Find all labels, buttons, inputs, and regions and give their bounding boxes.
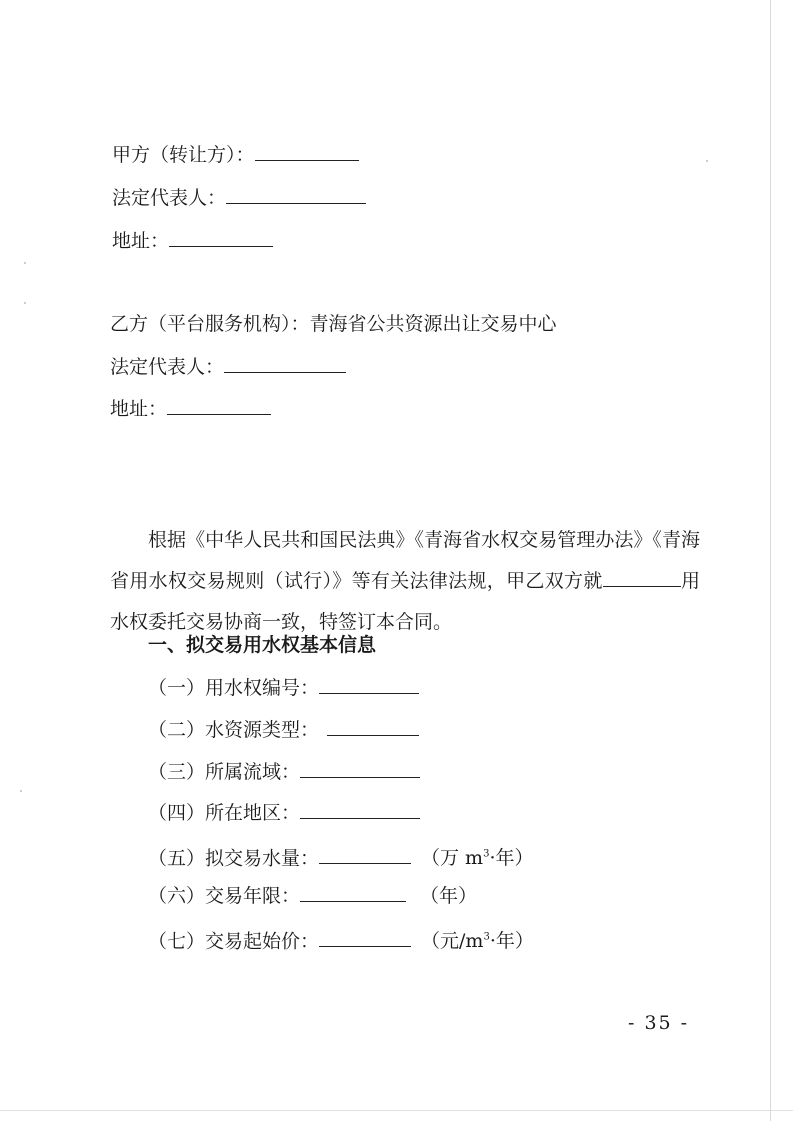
region-blank[interactable] (300, 802, 420, 819)
party-b-rep-line (110, 355, 346, 379)
intro-subject-blank[interactable] (603, 570, 681, 587)
party-b-rep-blank[interactable] (224, 356, 346, 373)
trade-volume-blank[interactable] (319, 847, 411, 864)
party-a-addr-line (112, 229, 273, 253)
item-starting-price (148, 926, 534, 953)
party-a-rep-line (112, 186, 366, 210)
item-label: （一）用水权编号： (148, 677, 320, 699)
starting-price-unit: （元$/m^3\cdot$年） (421, 930, 534, 953)
item-river-basin (148, 760, 420, 784)
party-b-addr-label: 地址： (110, 398, 168, 420)
water-source-type-blank[interactable] (327, 719, 419, 736)
scan-speck (24, 262, 26, 264)
item-water-right-id (148, 676, 419, 700)
trade-term-blank[interactable] (300, 885, 406, 902)
starting-price-blank[interactable] (319, 930, 411, 947)
page-number: - 35 - (628, 1012, 690, 1034)
intro-paragraph (110, 520, 700, 643)
item-water-source-type (148, 718, 419, 742)
item-label: （二）水资源类型： (148, 719, 320, 741)
party-a-addr-blank[interactable] (169, 230, 273, 247)
scan-edge-bottom (0, 1110, 793, 1111)
scan-speck (24, 302, 26, 304)
scan-speck (20, 790, 22, 792)
item-region (148, 801, 420, 825)
intro-text-before: 根据《中华人民共和国民法典》《青海省水权交易管理办法》《青海省用水权交易规则（试行）》等有关法律法规，甲乙双方就 (110, 529, 700, 592)
item-label: （六）交易年限： (148, 885, 301, 907)
section-heading: 一、拟交易用水权基本信息 (148, 634, 377, 656)
item-label: （三）所属流域： (148, 761, 301, 783)
river-basin-blank[interactable] (300, 761, 420, 778)
scan-edge-right (770, 0, 771, 1121)
party-a-name-blank[interactable] (255, 144, 359, 161)
party-b-name: 青海省公共资源出让交易中心 (309, 313, 557, 335)
party-b-line (110, 312, 557, 336)
item-label: （五）拟交易水量： (148, 847, 320, 870)
party-b-rep-label: 法定代表人： (110, 356, 225, 378)
item-label: （七）交易起始价： (148, 930, 320, 953)
party-a-label: 甲方（转让方）： (112, 144, 255, 166)
item-trade-volume (148, 843, 534, 870)
party-b-label: 乙方（平台服务机构）： (110, 313, 310, 335)
party-a-rep-blank[interactable] (226, 187, 366, 204)
intro-text-after: 用水权委托交易协商一致，特签订本合同。 (110, 570, 700, 633)
water-right-id-blank[interactable] (319, 677, 419, 694)
party-a-line (112, 143, 359, 167)
scan-speck (706, 160, 708, 162)
party-a-rep-label: 法定代表人： (112, 187, 227, 209)
party-b-addr-line (110, 397, 271, 421)
trade-volume-unit: （万 $m^3\cdot$年） (421, 847, 534, 870)
party-a-addr-label: 地址： (112, 230, 170, 252)
item-trade-term (148, 884, 477, 908)
trade-term-unit: （年） (420, 885, 478, 907)
party-b-addr-blank[interactable] (167, 398, 271, 415)
item-label: （四）所在地区： (148, 802, 301, 824)
